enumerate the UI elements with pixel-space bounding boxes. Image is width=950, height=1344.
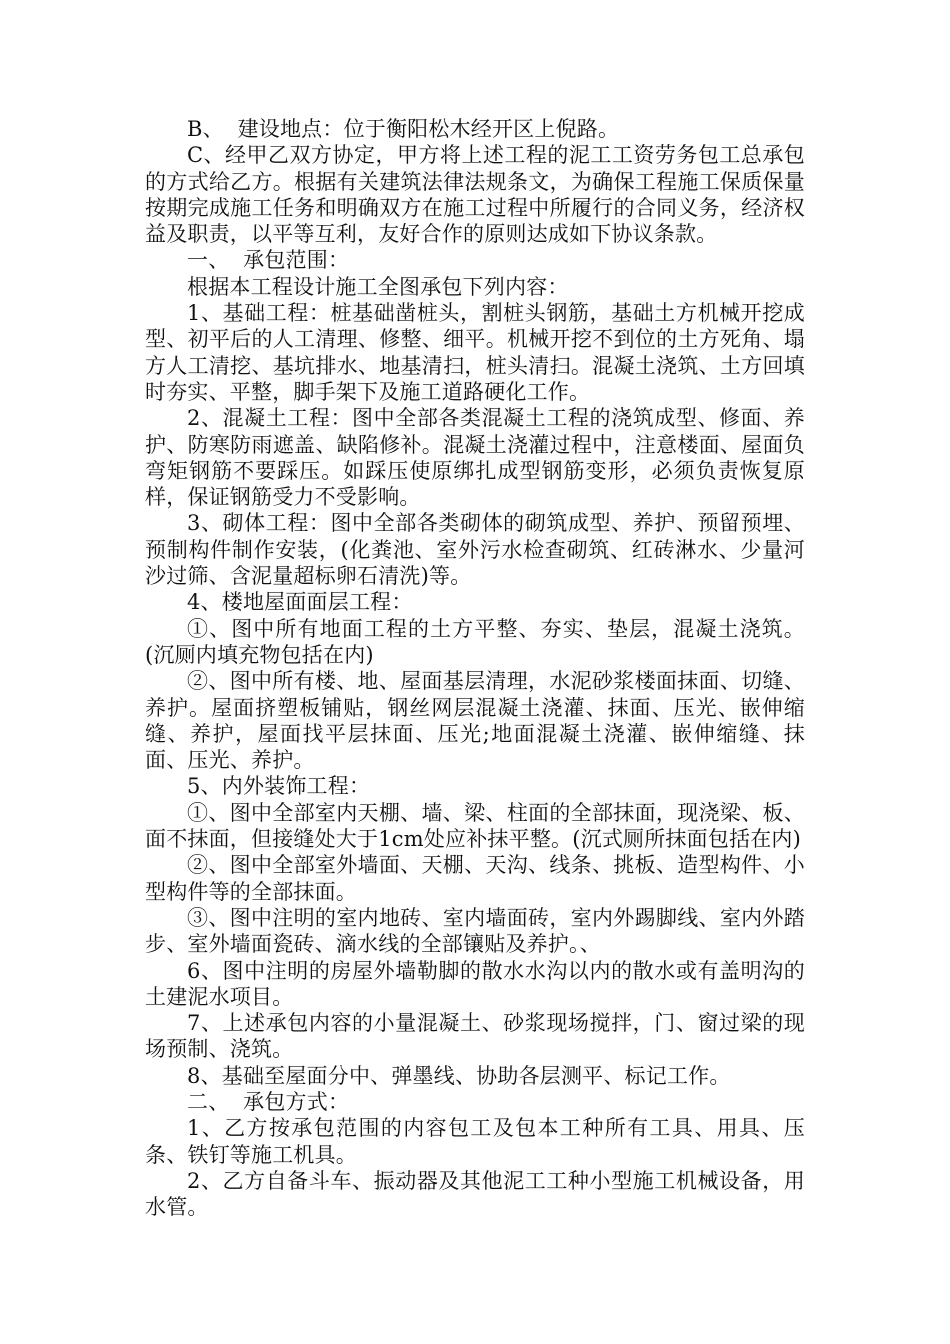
scope-item-foundation: 1、基础工程：桩基础凿桩头，割桩头钢筋，基础土方机械开挖成型、初平后的人工清理、修整、细平。机械开挖不到位的土方死角、塌方人工清挖、基坑排水、地基清扫，桩头清扫。混凝土浇筑、土方回填时夯实、平整，脚手架下及施工道路硬化工作。 [145,301,805,404]
scope-item-concrete: 2、混凝土工程：图中全部各类混凝土工程的浇筑成型、修面、养护、防寒防雨遮盖、缺陷修补。混凝土浇灌过程中，注意楼面、屋面负弯矩钢筋不要踩压。如踩压使原绑扎成型钢筋变形，必须负责恢复原样，保证钢筋受力不受影响。 [145,406,805,510]
floor-roof-subitem-2: ②、图中所有楼、地、屋面基层清理，水泥砂浆楼面抹面、切缝、养护。屋面挤塑板铺贴，钢丝网层混凝土浇灌、抹面、压光、嵌伸缩缝、养护，屋面找平层抹面、压光;地面混凝土浇灌、嵌伸缩缝、抹面、压光、养护。 [145,669,805,773]
scope-item-onsite-mixing: 7、上述承包内容的小量混凝土、砂浆现场搅拌，门、窗过梁的现场预制、浇筑。 [145,1011,805,1062]
scope-item-masonry: 3、砌体工程：图中全部各类砌体的砌筑成型、养护、预留预埋、预制构件制作安装，(化粪池、室外污水检查砌筑、红砖淋水、少量河沙过筛、含泥量超标卵石清洗)等。 [145,511,805,589]
method-item-tools: 1、乙方按承包范围的内容包工及包本工种所有工具、用具、压条、铁钉等施工机具。 [145,1116,805,1167]
section-heading-method: 二、 承包方式： [187,1089,350,1114]
floor-roof-subitem-1: ①、图中所有地面工程的土方平整、夯实、垫层，混凝土浇筑。(沉厕内填充物包括在内) [145,616,805,667]
scope-item-floor-roof: 4、楼地屋面面层工程： [187,590,413,615]
clause-b-location: B、 建设地点：位于衡阳松木经开区上倪路。 [187,117,620,141]
document-body [145,116,805,1220]
scope-intro: 根据本工程设计施工全图承包下列内容： [187,274,569,299]
scope-item-decoration: 5、内外装饰工程： [187,774,371,799]
clause-c-agreement: C、经甲乙双方协定，甲方将上述工程的泥工工资劳务包工总承包的方式给乙方。根据有关建筑法律法规条文，为确保工程施工保质保量按期完成施工任务和明确双方在施工过程中所履行的合同义务，经济权益及职责，以平等互利，友好合作的原则达成如下协议条款。 [145,143,805,247]
section-heading-scope: 一、 承包范围： [187,248,350,273]
scope-item-layout-marking: 8、基础至屋面分中、弹墨线、协助各层测平、标记工作。 [187,1063,731,1088]
decoration-subitem-2: ②、图中全部室外墙面、天棚、天沟、线条、挑板、造型构件、小型构件等的全部抹面。 [145,853,805,904]
method-item-equipment: 2、乙方自备斗车、振动器及其他泥工工种小型施工机械设备，用水管。 [145,1168,805,1220]
decoration-subitem-1: ①、图中全部室内天棚、墙、梁、柱面的全部抹面，现浇梁、板、面不抹面，但接缝处大于1cm处应补抹平整。(沉式厕所抹面包括在内) [145,800,805,852]
scope-item-apron: 6、图中注明的房屋外墙勒脚的散水水沟以内的散水或有盖明沟的土建泥水项目。 [145,958,805,1009]
decoration-subitem-3: ③、图中注明的室内地砖、室内墙面砖，室内外踢脚线、室内外踏步、室外墙面瓷砖、滴水线的全部镶贴及养护。、 [145,905,805,957]
